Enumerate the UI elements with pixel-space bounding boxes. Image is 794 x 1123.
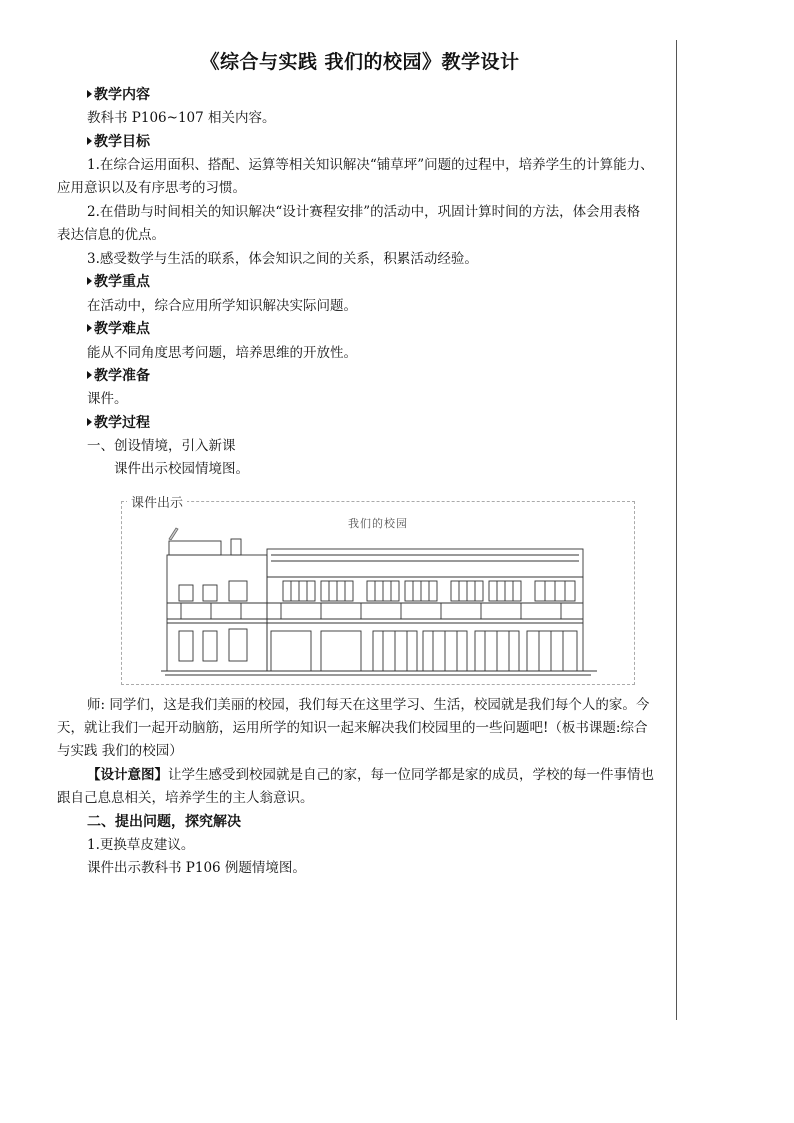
step-2-title: 二、提出问题，探究解决	[87, 814, 241, 830]
goal-2-line-2: 表达信息的优点。	[57, 227, 165, 243]
difficulty-text: 能从不同角度思考问题，培养思维的开放性。	[87, 345, 357, 361]
goal-3: 3.感受数学与生活的联系，体会知识之间的关系，积累活动经验。	[87, 251, 478, 267]
teacher-line-3: 与实践 我们的校园）	[57, 743, 183, 759]
goal-1-line-1: 1.在综合运用面积、搭配、运算等相关知识解决“铺草坪”问题的过程中，培养学生的计算能力、	[87, 157, 654, 173]
section-heading-key: 教学重点	[87, 272, 150, 292]
bullet-triangle-icon	[87, 137, 92, 145]
section-heading-difficulty: 教学难点	[87, 319, 150, 339]
teacher-line-2: 天，就让我们一起开动脑筋，运用所学的知识一起来解决我们校园里的一些问题吧!（板书课题:综合	[57, 720, 648, 736]
margin-rule	[676, 40, 677, 1020]
step-1-title: 一、创设情境，引入新课	[87, 438, 236, 454]
teacher-line-1: 师: 同学们，这是我们美丽的校园，我们每天在这里学习、生活，校园就是我们每个人的家。今	[87, 697, 650, 713]
section-heading-content: 教学内容	[87, 85, 150, 105]
bullet-triangle-icon	[87, 277, 92, 285]
bullet-triangle-icon	[87, 90, 92, 98]
design-intent-label: 【设计意图】	[87, 767, 168, 783]
school-building-drawing	[161, 535, 597, 677]
bullet-triangle-icon	[87, 371, 92, 379]
design-intent-line-1: 【设计意图】让学生感受到校园就是自己的家，每一位同学都是家的成员，学校的每一件事情也	[87, 767, 654, 783]
campus-figure	[121, 496, 635, 685]
section-heading-goals: 教学目标	[87, 132, 150, 152]
section-heading-process: 教学过程	[87, 413, 150, 433]
section-heading-prep: 教学准备	[87, 366, 150, 386]
page-title: 《综合与实践 我们的校园》教学设计	[200, 51, 520, 73]
step-2-text: 课件出示教科书 P106 例题情境图。	[87, 860, 306, 876]
key-text: 在活动中，综合应用所学知识解决实际问题。	[87, 298, 357, 314]
design-intent-line-2: 跟自己息息相关，培养学生的主人翁意识。	[57, 790, 314, 806]
figure-tag: 课件出示	[127, 492, 187, 511]
goal-1-line-2: 应用意识以及有序思考的习惯。	[57, 180, 246, 196]
content-text: 教科书 P106~107 相关内容。	[87, 110, 276, 126]
bullet-triangle-icon	[87, 324, 92, 332]
figure-caption: 我们的校园	[348, 517, 408, 530]
goal-2-line-1: 2.在借助与时间相关的知识解决“设计赛程安排”的活动中，巩固计算时间的方法，体会用表格	[87, 204, 641, 220]
step-1-text: 课件出示校园情境图。	[114, 461, 249, 477]
step-2-item: 1.更换草皮建议。	[87, 837, 195, 853]
bullet-triangle-icon	[87, 418, 92, 426]
prep-text: 课件。	[87, 391, 128, 407]
